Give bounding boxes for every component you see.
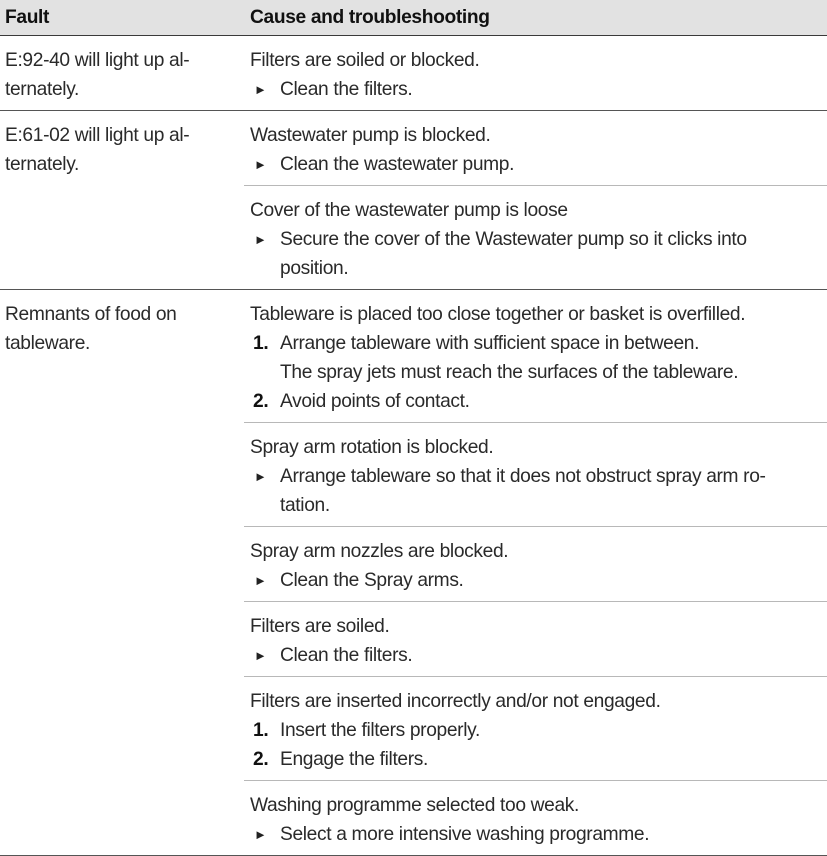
cause-title: Spray arm rotation is blocked. — [250, 437, 494, 458]
table-header — [0, 0, 827, 36]
step-text: Arrange tableware with sufficient space in between. The spray jets must reach the surfaces of the tableware. — [280, 333, 739, 383]
step-text: Engage the filters. — [280, 749, 429, 770]
troubleshooting-step — [250, 225, 821, 283]
cause-block — [244, 527, 827, 602]
step-number: 1. — [253, 333, 269, 354]
fault-cell: Remnants of food on tableware. — [5, 304, 177, 354]
troubleshooting-step — [250, 566, 821, 595]
cause-block — [244, 677, 827, 781]
troubleshooting-step — [250, 641, 821, 670]
step-text: Insert the filters properly. — [280, 720, 480, 741]
table-row — [0, 36, 827, 111]
step-number: 2. — [253, 749, 269, 770]
cause-block — [244, 781, 827, 855]
troubleshooting-step — [250, 329, 821, 387]
step-number: 1. — [253, 720, 269, 741]
troubleshooting-step — [250, 716, 821, 745]
cause-cell — [244, 111, 827, 289]
fault-cell: E:61-02 will light up al- ternately. — [5, 125, 190, 175]
arrow-icon: ► — [254, 469, 267, 484]
arrow-icon: ► — [254, 232, 267, 247]
cause-title: Filters are soiled. — [250, 616, 390, 637]
step-text: Clean the wastewater pump. — [280, 154, 515, 175]
cause-block — [244, 186, 827, 289]
step-text: Avoid points of contact. — [280, 391, 470, 412]
header-cause: Cause and troubleshooting — [250, 7, 490, 28]
step-text: Clean the filters. — [280, 79, 413, 100]
troubleshooting-step — [250, 462, 821, 520]
cause-title: Washing programme selected too weak. — [250, 795, 580, 816]
step-text: Clean the filters. — [280, 645, 413, 666]
arrow-icon: ► — [254, 82, 267, 97]
step-number: 2. — [253, 391, 269, 412]
cause-cell — [244, 290, 827, 855]
cause-block — [244, 111, 827, 186]
troubleshooting-step — [250, 150, 821, 179]
cause-block — [244, 602, 827, 677]
cause-title: Cover of the wastewater pump is loose — [250, 200, 568, 221]
cause-block — [244, 423, 827, 527]
cause-block — [244, 290, 827, 423]
troubleshooting-step — [250, 387, 821, 416]
arrow-icon: ► — [254, 827, 267, 842]
table-row — [0, 290, 827, 856]
step-text: Arrange tableware so that it does not obstruct spray arm ro- tation. — [280, 466, 766, 516]
cause-block — [244, 36, 827, 110]
arrow-icon: ► — [254, 157, 267, 172]
cause-title: Filters are soiled or blocked. — [250, 50, 480, 71]
cause-title: Filters are inserted incorrectly and/or not engaged. — [250, 691, 661, 712]
table-body — [0, 36, 827, 856]
table-row — [0, 111, 827, 290]
cause-title: Wastewater pump is blocked. — [250, 125, 491, 146]
step-text: Secure the cover of the Wastewater pump so it clicks into position. — [280, 229, 747, 279]
header-fault: Fault — [5, 7, 50, 28]
step-text: Select a more intensive washing programme. — [280, 824, 650, 845]
cause-cell — [244, 36, 827, 110]
troubleshooting-step — [250, 75, 821, 104]
arrow-icon: ► — [254, 648, 267, 663]
troubleshooting-step — [250, 820, 821, 849]
fault-cell: E:92-40 will light up al- ternately. — [5, 50, 190, 100]
cause-title: Spray arm nozzles are blocked. — [250, 541, 509, 562]
cause-title: Tableware is placed too close together or basket is overfilled. — [250, 304, 746, 325]
troubleshooting-step — [250, 745, 821, 774]
step-text: Clean the Spray arms. — [280, 570, 464, 591]
arrow-icon: ► — [254, 573, 267, 588]
